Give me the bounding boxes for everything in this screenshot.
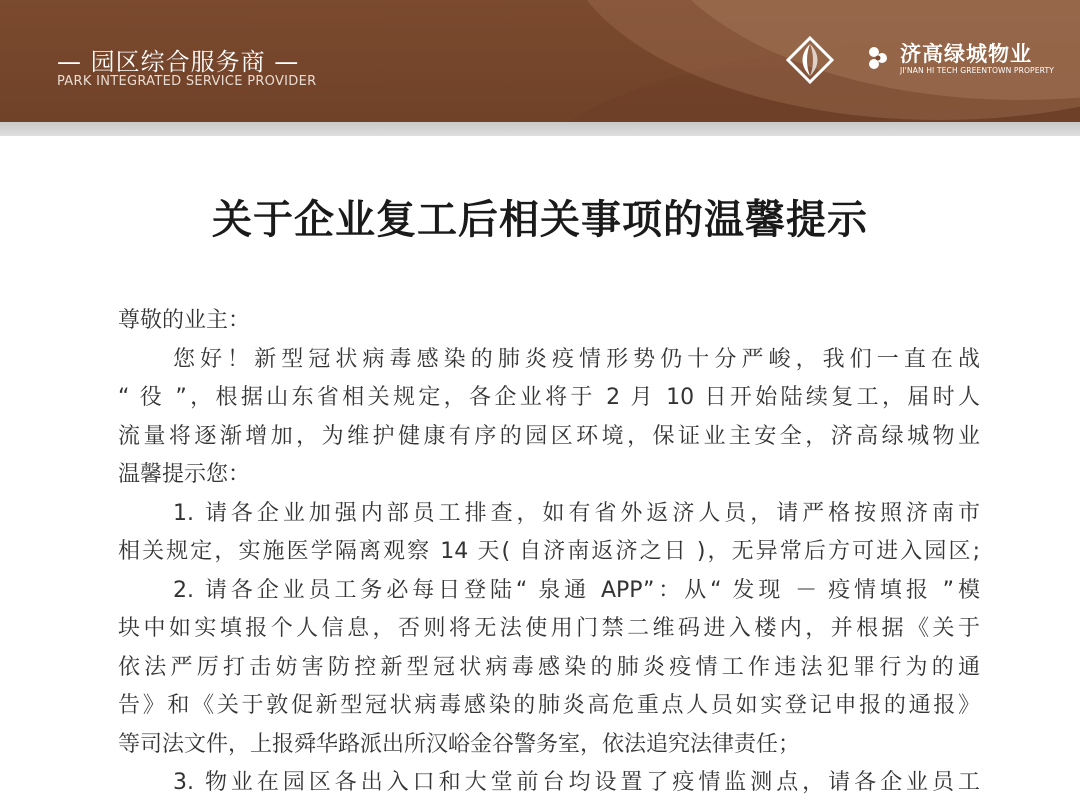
list-item-line: 依法严厉打击妨害防控新型冠状病毒感染的肺炎疫情工作违法犯罪行为的通	[118, 654, 980, 680]
document-title: 关于企业复工后相关事项的温馨提示	[212, 196, 868, 243]
paragraph-line: “ 役 ”，根据山东省相关规定，各企业将于 2 月 10 日开始陆续复工，届时人	[118, 385, 980, 410]
document-body	[118, 302, 980, 803]
paragraph-line: 温馨提示您：	[118, 462, 251, 487]
salutation: 尊敬的业主：	[118, 308, 251, 333]
slogan-chinese: — 园区综合服务商 —	[57, 48, 300, 76]
list-item-line: 块中如实填报个人信息，否则将无法使用门禁二维码进入楼内，并根据《关于	[118, 616, 980, 641]
list-item-line: 1. 请各企业加强内部员工排查，如有省外返济人员，请严格按照济南市	[173, 500, 980, 526]
list-item-line: 等司法文件，上报舜华路派出所汉峪金谷警务室，依法追究法律责任；	[118, 731, 801, 757]
diamond-logo-icon	[786, 36, 834, 84]
header-banner	[0, 0, 1080, 122]
list-item-line: 告》和《关于敦促新型冠状病毒感染的肺炎高危重点人员如实登记申报的通报》	[118, 693, 980, 718]
paragraph-line: 您好！新型冠状病毒感染的肺炎疫情形势仍十分严峻，我们一直在战	[173, 346, 980, 372]
list-item-line: 2. 请各企业员工务必每日登陆“ 泉通 APP”：从“ 发现 － 疫情填报 ”模	[173, 577, 980, 603]
list-item-line: 3. 物业在园区各出入口和大堂前台均设置了疫情监测点，请各企业员工	[173, 770, 980, 795]
slogan-english: PARK INTEGRATED SERVICE PROVIDER	[57, 74, 317, 89]
flower-logo-icon	[844, 36, 894, 84]
company-logo	[786, 36, 1054, 84]
list-item-line: 相关规定，实施医学隔离观察 14 天( 自济南返济之日 )，无异常后方可进入园区;	[118, 539, 980, 564]
header-divider-band	[0, 122, 1080, 136]
brand-name-chinese: 济高绿城物业	[900, 42, 1032, 66]
brand-name-english: JI'NAN HI TECH GREENTOWN PROPERTY	[900, 66, 1054, 75]
paragraph-line: 流量将逐渐增加，为维护健康有序的园区环境，保证业主安全，济高绿城物业	[118, 423, 980, 449]
